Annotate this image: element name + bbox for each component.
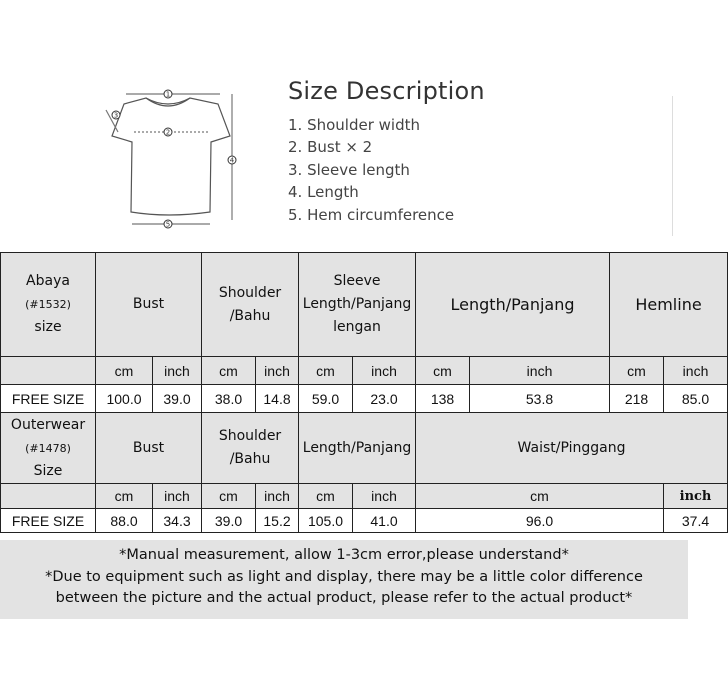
abaya-sleeve-line3: lengan — [333, 319, 381, 335]
value-cell: 218 — [610, 385, 664, 413]
abaya-sleeve-line2: Length/Panjang — [302, 296, 412, 312]
unit-cell: cm — [416, 357, 470, 385]
outerwear-code: (#1478) — [25, 441, 71, 455]
abaya-shoulder-line2: /Bahu — [229, 307, 271, 324]
unit-cell: inch — [664, 484, 728, 509]
size-description-list — [288, 114, 454, 226]
value-cell: 53.8 — [470, 385, 610, 413]
value-cell: 23.0 — [353, 385, 416, 413]
row-label: FREE SIZE — [1, 509, 96, 533]
outerwear-shoulder-header — [202, 413, 299, 484]
unit-cell: cm — [610, 357, 664, 385]
marker-5: 5 — [165, 220, 171, 229]
row-label: FREE SIZE — [1, 385, 96, 413]
tshirt-diagram — [98, 84, 248, 230]
outerwear-shoulder-line1: Shoulder — [218, 428, 282, 444]
outerwear-units-row — [1, 484, 728, 509]
outerwear-size-label: Size — [33, 462, 63, 479]
size-description-title: Size Description — [288, 77, 485, 105]
outerwear-label: Outerwear — [10, 416, 86, 433]
marker-4: 4 — [229, 156, 235, 165]
unit-cell: cm — [299, 357, 353, 385]
value-cell: 38.0 — [202, 385, 256, 413]
value-cell: 85.0 — [664, 385, 728, 413]
abaya-bust-header: Bust — [96, 253, 202, 357]
unit-cell: cm — [96, 357, 153, 385]
outerwear-waist-header: Waist/Pinggang — [416, 413, 728, 484]
unit-cell: cm — [299, 484, 353, 509]
outerwear-shoulder-line2: /Bahu — [229, 451, 271, 467]
outerwear-values-row — [1, 509, 728, 533]
unit-cell: cm — [416, 484, 664, 509]
value-cell: 100.0 — [96, 385, 153, 413]
unit-cell: inch — [153, 357, 202, 385]
abaya-shoulder-line1: Shoulder — [218, 284, 282, 301]
outerwear-header-row — [1, 413, 728, 484]
value-cell: 59.0 — [299, 385, 353, 413]
abaya-header-row — [1, 253, 728, 357]
value-cell: 15.2 — [256, 509, 299, 533]
note-color-1: *Due to equipment such as light and display, there may be a little color difference — [45, 569, 643, 585]
abaya-size-label: size — [34, 319, 62, 335]
value-cell: 39.0 — [202, 509, 256, 533]
value-cell: 138 — [416, 385, 470, 413]
desc-item-length: 4. Length — [288, 183, 359, 202]
abaya-sleeve-header — [299, 253, 416, 357]
value-cell: 34.3 — [153, 509, 202, 533]
outerwear-bust-header: Bust — [96, 413, 202, 484]
outerwear-label-cell — [1, 413, 96, 484]
abaya-shoulder-header — [202, 253, 299, 357]
abaya-sleeve-line1: Sleeve — [333, 273, 381, 289]
desc-item-bust: 2. Bust × 2 — [288, 138, 373, 157]
marker-3: 3 — [113, 111, 119, 120]
size-table — [0, 252, 728, 533]
value-cell: 96.0 — [416, 509, 664, 533]
note-measurement: *Manual measurement, allow 1-3cm error,please understand* — [119, 547, 569, 563]
unit-cell: inch — [256, 357, 299, 385]
desc-item-sleeve: 3. Sleeve length — [288, 160, 410, 179]
desc-item-shoulder: 1. Shoulder width — [288, 116, 420, 134]
unit-cell: inch — [256, 484, 299, 509]
value-cell: 105.0 — [299, 509, 353, 533]
abaya-values-row — [1, 385, 728, 413]
disclaimer-box — [0, 540, 688, 619]
note-color-2: between the picture and the actual product, please refer to the actual product* — [55, 590, 633, 606]
value-cell: 39.0 — [153, 385, 202, 413]
unit-cell: inch — [153, 484, 202, 509]
divider — [672, 96, 673, 236]
marker-2: 2 — [165, 128, 171, 137]
unit-cell: inch — [470, 357, 610, 385]
value-cell: 37.4 — [664, 509, 728, 533]
marker-1: 1 — [165, 90, 171, 99]
value-cell: 14.8 — [256, 385, 299, 413]
desc-item-hem: 5. Hem circumference — [288, 205, 455, 224]
value-cell: 41.0 — [353, 509, 416, 533]
unit-cell: inch — [664, 357, 728, 385]
abaya-hemline-header: Hemline — [610, 253, 728, 357]
abaya-code: (#1532) — [25, 298, 71, 311]
unit-cell: inch — [353, 357, 416, 385]
abaya-length-header: Length/Panjang — [416, 253, 610, 357]
abaya-label-cell — [1, 253, 96, 357]
unit-cell: cm — [96, 484, 153, 509]
abaya-units-row — [1, 357, 728, 385]
header-left-margin — [0, 70, 72, 232]
unit-cell: cm — [202, 357, 256, 385]
unit-cell: cm — [202, 484, 256, 509]
outerwear-length-header: Length/Panjang — [299, 413, 416, 484]
units-spacer — [1, 357, 96, 385]
value-cell: 88.0 — [96, 509, 153, 533]
abaya-label: Abaya — [26, 273, 70, 289]
unit-cell: inch — [353, 484, 416, 509]
units-spacer — [1, 484, 96, 509]
